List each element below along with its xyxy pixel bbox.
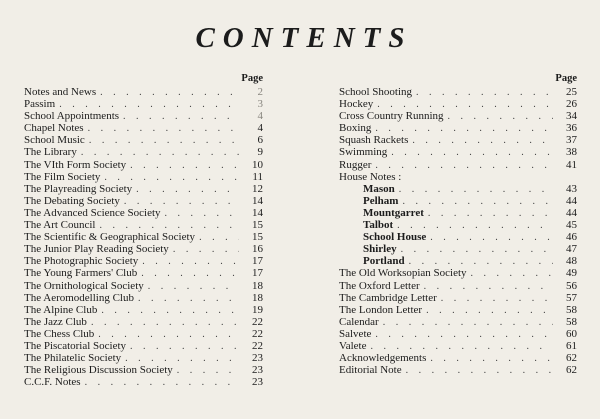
toc-entry-title: The Library: [24, 146, 77, 159]
toc-entry-title: The Religious Discussion Society: [24, 364, 173, 377]
dot-leader: [130, 341, 239, 353]
toc-entry-title: The Playreading Society: [24, 182, 133, 195]
toc-entry-page: 45: [566, 219, 577, 232]
toc-entry-title: Mountgarret: [363, 206, 424, 219]
toc-entry-page: 48: [566, 255, 577, 268]
toc-entry-page: 60: [566, 327, 577, 340]
toc-entry-title: School Appointments: [24, 110, 120, 123]
toc-entry[interactable]: [24, 146, 263, 158]
toc-entry-page: 58: [566, 303, 577, 316]
toc-entry[interactable]: [24, 304, 263, 316]
dot-leader: [426, 305, 553, 317]
toc-entry-page: 22: [252, 327, 263, 340]
toc-entry[interactable]: [24, 267, 263, 279]
contents-column-right: [339, 72, 577, 376]
dot-leader: [416, 87, 553, 99]
toc-entry[interactable]: [339, 219, 577, 231]
toc-entry-title: The Jazz Club: [24, 315, 87, 328]
dot-leader: [199, 232, 239, 244]
toc-entry-title: The Oxford Letter: [339, 279, 420, 292]
dot-leader: [402, 196, 553, 208]
toc-entry[interactable]: [339, 195, 577, 207]
toc-list-right: [339, 86, 577, 376]
toc-entry-title: The Ornithological Society: [24, 279, 144, 292]
toc-entry-title: School House: [363, 231, 427, 244]
toc-entry-title: The Philatelic Society: [24, 352, 122, 365]
toc-entry-title: Hockey: [339, 98, 374, 111]
dot-leader: [142, 256, 239, 268]
toc-entry[interactable]: [24, 280, 263, 292]
toc-entry-title: Editorial Note: [339, 364, 402, 377]
dot-leader: [401, 244, 553, 256]
dot-leader: [441, 293, 553, 305]
toc-entry-page: 47: [566, 243, 577, 256]
toc-entry-page: 12: [252, 182, 263, 195]
toc-entry-title: Passim: [24, 98, 56, 111]
dot-leader: [399, 184, 553, 196]
toc-entry-page: 49: [566, 267, 577, 280]
toc-entry[interactable]: [24, 183, 263, 195]
toc-entry[interactable]: [24, 159, 263, 171]
toc-entry-title: The Aeromodelling Club: [24, 291, 134, 304]
toc-entry-title: Squash Rackets: [339, 134, 409, 147]
dot-leader: [424, 281, 553, 293]
toc-entry[interactable]: [339, 243, 577, 255]
toc-entry[interactable]: [24, 171, 263, 183]
page-column-label: Page: [555, 73, 577, 84]
toc-entry[interactable]: [24, 316, 263, 328]
toc-entry[interactable]: [339, 267, 577, 279]
toc-entry[interactable]: [339, 183, 577, 195]
toc-entry-title: The Cambridge Letter: [339, 291, 437, 304]
toc-entry-page: 22: [252, 315, 263, 328]
contents-column-left: [24, 72, 263, 388]
dot-leader: [430, 232, 553, 244]
toc-entry-page: 11: [252, 170, 263, 183]
dot-leader: [406, 365, 553, 377]
dot-leader: [375, 329, 553, 341]
toc-entry-page: 62: [566, 352, 577, 365]
toc-entry[interactable]: [339, 280, 577, 292]
toc-entry-page: 15: [252, 231, 263, 244]
toc-entry-page: 26: [566, 98, 577, 111]
toc-entry-page: 9: [257, 146, 263, 159]
toc-entry-title: Pelham: [363, 194, 399, 207]
toc-entry[interactable]: [24, 376, 263, 388]
dot-leader: [471, 268, 553, 280]
toc-entry-title: Salvete: [339, 327, 372, 340]
toc-entry-title: Shirley: [363, 243, 397, 256]
toc-entry[interactable]: [24, 328, 263, 340]
toc-entry-page: 2: [257, 86, 263, 98]
toc-entry-page: 62: [566, 364, 577, 377]
toc-entry-title: Boxing: [339, 122, 372, 135]
toc-entry-page: 17: [252, 267, 263, 280]
toc-entry-page: 3: [257, 98, 263, 111]
toc-entry-page: 4: [257, 122, 263, 135]
toc-entry[interactable]: [339, 340, 577, 352]
toc-entry-page: 25: [566, 86, 577, 98]
dot-leader: [148, 281, 239, 293]
dot-leader: [85, 377, 239, 389]
dot-leader: [138, 293, 239, 305]
dot-leader: [430, 353, 553, 365]
dot-leader: [123, 111, 239, 123]
toc-entry-title: Portland: [363, 255, 405, 268]
toc-entry-title: School Shooting: [339, 86, 413, 98]
toc-entry-title: The Junior Play Reading Society: [24, 243, 169, 256]
toc-entry[interactable]: [24, 98, 263, 110]
toc-entry-title: Valete: [339, 339, 367, 352]
toc-entry-page: 44: [566, 206, 577, 219]
toc-entry[interactable]: [339, 304, 577, 316]
toc-entry-title: The VIth Form Society: [24, 158, 127, 171]
toc-entry[interactable]: [24, 231, 263, 243]
toc-entry[interactable]: [339, 171, 577, 183]
toc-entry-title: The Advanced Science Society: [24, 206, 161, 219]
toc-entry-title: The Film Society: [24, 170, 101, 183]
toc-entry-page: 16: [252, 243, 263, 256]
toc-entry-page: 61: [566, 339, 577, 352]
toc-list-left: [24, 86, 263, 388]
toc-entry[interactable]: [339, 86, 577, 98]
toc-entry-page: 6: [257, 134, 263, 147]
toc-entry-page: 43: [566, 182, 577, 195]
toc-entry-page: 10: [252, 158, 263, 171]
dot-leader: [375, 160, 553, 172]
toc-entry-page: 4: [257, 110, 263, 123]
toc-entry-title: Rugger: [339, 158, 372, 171]
toc-entry[interactable]: [339, 207, 577, 219]
toc-entry-title: The Photographic Society: [24, 255, 139, 268]
dot-leader: [100, 87, 239, 99]
toc-entry-page: 44: [566, 194, 577, 207]
toc-entry-title: The London Letter: [339, 303, 423, 316]
contents-heading: CONTENTS: [195, 22, 413, 54]
toc-entry-page: 38: [566, 146, 577, 159]
toc-entry[interactable]: [339, 134, 577, 146]
toc-entry-page: 23: [252, 376, 263, 389]
toc-entry[interactable]: [24, 255, 263, 267]
toc-entry[interactable]: [24, 110, 263, 122]
toc-entry[interactable]: [339, 316, 577, 328]
toc-entry[interactable]: [339, 364, 577, 376]
toc-entry[interactable]: [24, 340, 263, 352]
toc-entry-title: The Chess Club: [24, 327, 95, 340]
toc-entry-page: 23: [252, 364, 263, 377]
toc-entry[interactable]: [24, 243, 263, 255]
toc-entry[interactable]: [339, 352, 577, 364]
toc-entry-title: C.C.F. Notes: [24, 376, 81, 389]
toc-entry[interactable]: [339, 328, 577, 340]
toc-entry-title: The Young Farmers' Club: [24, 267, 138, 280]
toc-entry[interactable]: [339, 255, 577, 267]
page-column-label: Page: [241, 73, 263, 84]
toc-entry-page: 23: [252, 352, 263, 365]
toc-entry-title: Talbot: [363, 219, 394, 232]
toc-entry-page: 22: [252, 339, 263, 352]
toc-entry-page: 58: [566, 315, 577, 328]
toc-entry-title: Calendar: [339, 315, 379, 328]
toc-entry[interactable]: [339, 231, 577, 243]
dot-leader: [391, 147, 553, 159]
toc-entry-page: 18: [252, 279, 263, 292]
dot-leader: [130, 160, 239, 172]
toc-entry[interactable]: [339, 98, 577, 110]
toc-entry-page: 19: [252, 303, 263, 316]
dot-leader: [173, 244, 239, 256]
toc-entry-title: Notes and News: [24, 86, 97, 98]
toc-entry[interactable]: [339, 292, 577, 304]
toc-entry[interactable]: [24, 219, 263, 231]
toc-entry-title: Mason: [363, 182, 395, 195]
toc-entry-title: The Art Council: [24, 219, 96, 232]
toc-entry[interactable]: [24, 134, 263, 146]
toc-entry[interactable]: [24, 122, 263, 134]
toc-entry[interactable]: [339, 110, 577, 122]
toc-entry[interactable]: [339, 146, 577, 158]
toc-entry[interactable]: [24, 292, 263, 304]
dot-leader: [177, 365, 239, 377]
toc-entry-page: 15: [252, 219, 263, 232]
toc-entry-page: 41: [566, 158, 577, 171]
toc-entry-title: The Debating Society: [24, 194, 120, 207]
toc-entry-page: 36: [566, 122, 577, 135]
toc-entry[interactable]: [24, 207, 263, 219]
toc-entry-title: Acknowledgements: [339, 352, 427, 365]
dot-leader: [428, 208, 553, 220]
toc-entry-page: 18: [252, 291, 263, 304]
toc-entry[interactable]: [24, 364, 263, 376]
toc-entry-page: 17: [252, 255, 263, 268]
dot-leader: [88, 123, 239, 135]
toc-entry-title: The Alpine Club: [24, 303, 98, 316]
toc-entry[interactable]: [339, 159, 577, 171]
toc-entry-page: 56: [566, 279, 577, 292]
toc-entry-title: The Piscatorial Society: [24, 339, 127, 352]
dot-leader: [165, 208, 239, 220]
dot-leader: [383, 317, 553, 329]
dot-leader: [101, 305, 239, 317]
toc-entry[interactable]: [339, 122, 577, 134]
dot-leader: [448, 111, 553, 123]
dot-leader: [89, 135, 239, 147]
toc-entry-title: Cross Country Running: [339, 110, 444, 123]
toc-entry-title: Chapel Notes: [24, 122, 84, 135]
dot-leader: [91, 317, 239, 329]
toc-entry[interactable]: [24, 352, 263, 364]
dot-leader: [412, 135, 553, 147]
dot-leader: [136, 184, 239, 196]
toc-entry-page: 57: [566, 291, 577, 304]
toc-entry-page: 14: [252, 194, 263, 207]
toc-entry-page: 46: [566, 231, 577, 244]
toc-entry[interactable]: [24, 195, 263, 207]
toc-entry-title: The Old Worksopian Society: [339, 267, 467, 280]
dot-leader: [141, 268, 239, 280]
toc-entry-title: School Music: [24, 134, 85, 147]
toc-entry-page: 14: [252, 206, 263, 219]
toc-entry-page: 37: [566, 134, 577, 147]
toc-entry-title: Swimming: [339, 146, 388, 159]
toc-entry[interactable]: [24, 86, 263, 98]
toc-entry-title: The Scientific & Geographical Society: [24, 231, 196, 244]
toc-entry-title: House Notes :: [339, 170, 402, 183]
toc-entry-page: 34: [566, 110, 577, 123]
